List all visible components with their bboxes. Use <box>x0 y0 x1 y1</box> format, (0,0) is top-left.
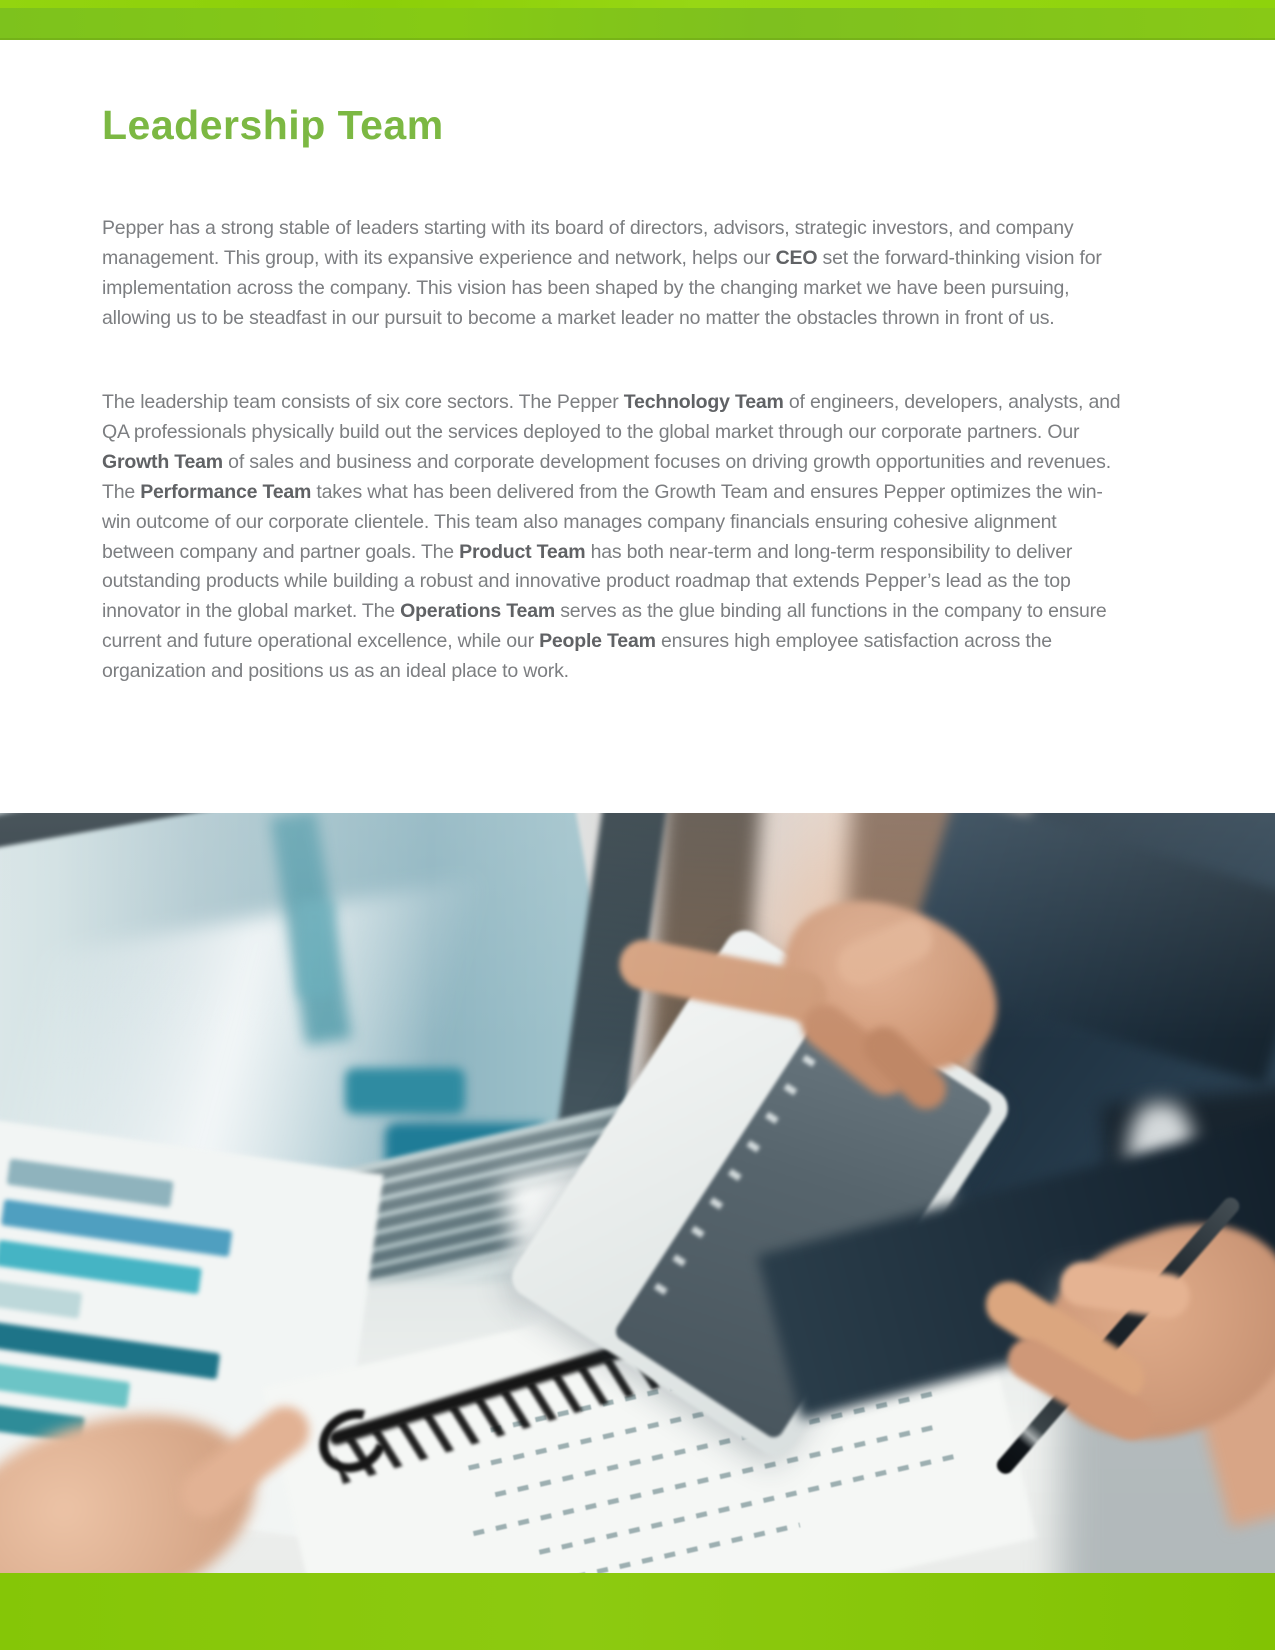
chart-bar <box>0 1362 130 1409</box>
intro-paragraph: Pepper has a strong stable of leaders starting with its board of directors, advisors, strategic investors, and company management. This group, with its expansive experience and network, helps our CEO set the forward-thinking vision for implementation across the company. This vision has been shaped by the changing market we have been pursuing, allowing us to be steadfast in our pursuit to become a market leader no matter the obstacles thrown in front of us. <box>102 217 1102 329</box>
chart-bar <box>7 1159 174 1208</box>
chart-bar <box>0 1280 82 1318</box>
screen-chart-element <box>345 1068 465 1114</box>
page-top-border <box>0 0 1275 40</box>
screen-chart-element <box>298 901 334 996</box>
business-team-photo <box>0 813 1275 1573</box>
page-title: Leadership Team <box>102 102 444 148</box>
top-accent-strip <box>0 0 1275 8</box>
teams-paragraph: The leadership team consists of six core sectors. The Pepper Technology Team of engineers, developers, analysts, and QA professionals physically build out the services deployed to the global market through our corporate partners. Our Growth Team of sales and business and corporate development focuses on driving growth opportunities and revenues. The Performance Team takes what has been delivered from the Growth Team and ensures Pepper optimizes the win-win outcome of our corporate clientele. This team also manages company financials ensuring cohesive alignment between company and partner goals. The Product Team has both near-term and long-term responsibility to deliver outstanding products while building a robust and innovative product roadmap that extends Pepper’s lead as the top innovator in the global market. The Operations Team serves as the glue binding all functions in the company to ensure current and future operational excellence, while our People Team ensures high employee satisfaction across the organization and positions us as an ideal place to work. <box>102 391 1121 683</box>
handwriting-line <box>473 1423 942 1536</box>
page-bottom-border <box>0 1573 1275 1650</box>
